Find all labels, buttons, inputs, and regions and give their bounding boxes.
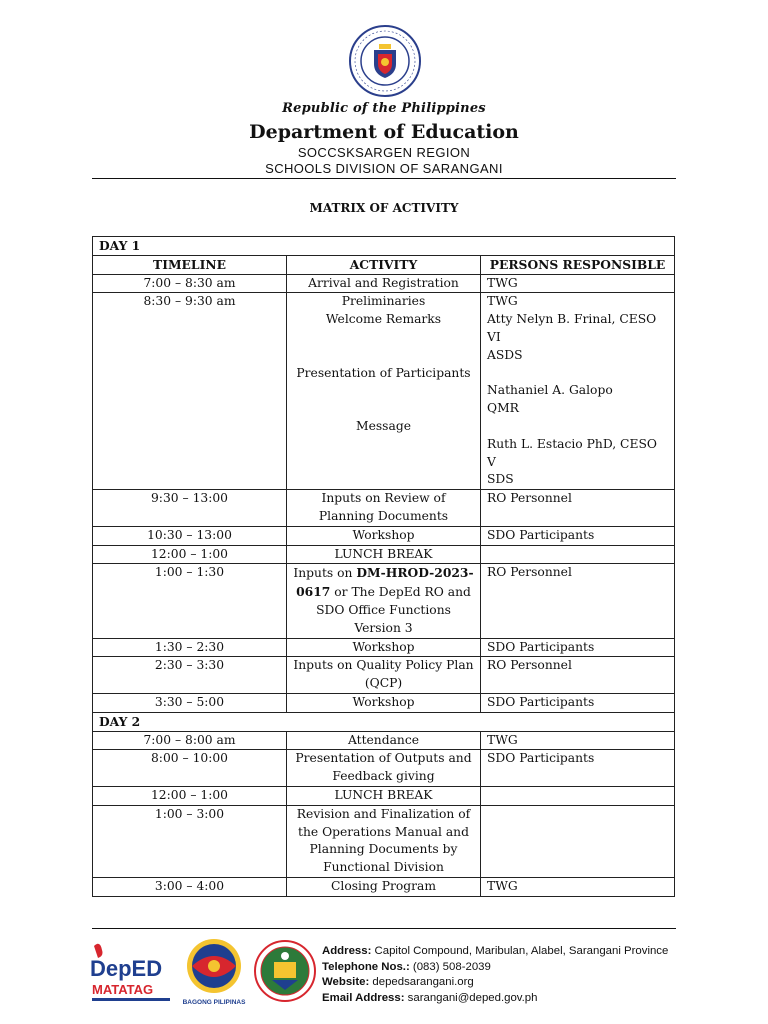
- activity-cell: Workshop: [287, 526, 481, 545]
- activity-cell: Presentation of Outputs and Feedback giving: [287, 750, 481, 787]
- person-line: Ruth L. Estacio PhD, CESO V: [487, 436, 657, 469]
- person-cell: RO Personnel: [481, 657, 675, 694]
- deped-seal-logo: [348, 24, 422, 98]
- person-line: QMR: [487, 401, 519, 416]
- department-heading: Department of Education: [249, 121, 519, 143]
- deped-wordmark: DepED: [90, 956, 163, 981]
- activity-text: Inputs on: [293, 566, 357, 581]
- person-line: Atty Nelyn B. Frinal, CESO VI: [487, 312, 657, 344]
- address-value: Capitol Compound, Maribulan, Alabel, Sarangani Province: [371, 945, 669, 957]
- footer-contact-block: [322, 944, 668, 1006]
- email-value[interactable]: sarangani@deped.gov.ph: [404, 991, 538, 1004]
- timeline-cell: 7:00 – 8:00 am: [93, 731, 287, 750]
- address-line: [322, 944, 668, 960]
- activity-cell: [287, 293, 481, 490]
- table-row: [93, 786, 675, 805]
- person-cell: SDO Participants: [481, 526, 675, 545]
- person-cell: [481, 545, 675, 564]
- table-row: [93, 545, 675, 564]
- table-row: [93, 490, 675, 527]
- timeline-cell: 2:30 – 3:30: [93, 657, 287, 694]
- column-header: ACTIVITY: [287, 255, 481, 274]
- table-row: [93, 564, 675, 638]
- person-cell: TWG: [481, 274, 675, 293]
- activity-cell: Inputs on Quality Policy Plan (QCP): [287, 657, 481, 694]
- person-cell: RO Personnel: [481, 490, 675, 527]
- table-row: [93, 638, 675, 657]
- document-title: MATRIX OF ACTIVITY: [309, 201, 459, 215]
- timeline-cell: 7:00 – 8:30 am: [93, 274, 287, 293]
- person-cell: SDO Participants: [481, 693, 675, 712]
- division-heading: SCHOOLS DIVISION OF SARANGANI: [265, 161, 503, 176]
- table-row: [93, 731, 675, 750]
- website-line: [322, 975, 668, 991]
- activity-cell: LUNCH BREAK: [287, 786, 481, 805]
- timeline-cell: 12:00 – 1:00: [93, 545, 287, 564]
- activity-line: Welcome Remarks: [325, 312, 442, 327]
- header-divider: [92, 178, 676, 179]
- day-row: [93, 237, 675, 256]
- activity-cell: Workshop: [287, 638, 481, 657]
- timeline-cell: 12:00 – 1:00: [93, 786, 287, 805]
- day-label: DAY 2: [93, 712, 675, 731]
- activity-cell: LUNCH BREAK: [287, 545, 481, 564]
- table-header-row: [93, 255, 675, 274]
- person-line: Nathaniel A. Galopo: [487, 383, 613, 398]
- activity-cell: Revision and Finalization of the Operations Manual and Planning Documents by Functional Division: [287, 805, 481, 877]
- table-row: [93, 526, 675, 545]
- person-cell: [481, 805, 675, 877]
- column-header: TIMELINE: [93, 255, 287, 274]
- activity-cell: Closing Program: [287, 877, 481, 896]
- person-cell: SDO Participants: [481, 750, 675, 787]
- person-cell: TWG: [481, 731, 675, 750]
- activity-matrix-table: [92, 236, 675, 897]
- email-line: [322, 991, 668, 1007]
- region-heading: SOCCSKSARGEN REGION: [297, 145, 471, 160]
- timeline-cell: 8:00 – 10:00: [93, 750, 287, 787]
- table-row: [93, 750, 675, 787]
- website-value[interactable]: depedsarangani.org: [369, 976, 474, 988]
- activity-cell: Arrival and Registration: [287, 274, 481, 293]
- memo-reference: DM-HROD-2023-0617: [296, 565, 474, 600]
- republic-heading: Republic of the Philippines: [282, 101, 486, 116]
- email-label: Email Address:: [322, 991, 405, 1004]
- table-row: [93, 805, 675, 877]
- activity-cell: Inputs on Review of Planning Documents: [287, 490, 481, 527]
- timeline-cell: 1:00 – 3:00: [93, 805, 287, 877]
- footer-divider: [92, 928, 676, 929]
- person-cell: TWG: [481, 877, 675, 896]
- schools-division-seal-logo: [254, 940, 316, 1002]
- activity-cell: Workshop: [287, 693, 481, 712]
- activity-cell: Attendance: [287, 731, 481, 750]
- table-row: [93, 274, 675, 293]
- person-line: SDS: [487, 472, 514, 487]
- timeline-cell: 1:00 – 1:30: [93, 564, 287, 638]
- person-cell: [481, 786, 675, 805]
- timeline-cell: 3:00 – 4:00: [93, 877, 287, 896]
- telephone-label: Telephone Nos.:: [322, 960, 410, 973]
- person-cell: RO Personnel: [481, 564, 675, 638]
- activity-line: Preliminaries: [341, 294, 426, 309]
- day-row: [93, 712, 675, 731]
- person-line: ASDS: [487, 347, 523, 362]
- table-row: [93, 877, 675, 896]
- matatag-wordmark: MATATAG: [92, 982, 154, 997]
- deped-matatag-logo: [90, 942, 176, 1008]
- column-header: PERSONS RESPONSIBLE: [481, 255, 675, 274]
- telephone-line: [322, 960, 668, 976]
- address-label: Address:: [322, 945, 372, 957]
- timeline-cell: 8:30 – 9:30 am: [93, 293, 287, 490]
- bagong-pilipinas-logo: [180, 936, 248, 1010]
- day-label: DAY 1: [93, 237, 675, 256]
- table-row: [93, 657, 675, 694]
- activity-text: or The DepEd RO and SDO Office Functions Version 3: [316, 585, 471, 635]
- person-line: TWG: [487, 294, 518, 309]
- activity-cell: [287, 564, 481, 638]
- person-cell: SDO Participants: [481, 638, 675, 657]
- timeline-cell: 9:30 – 13:00: [93, 490, 287, 527]
- activity-line: Message: [356, 418, 411, 433]
- activity-line: Presentation of Participants: [296, 365, 471, 380]
- bagong-pilipinas-text: BAGONG PILIPINAS: [182, 999, 246, 1006]
- telephone-value: (083) 508-2039: [409, 960, 491, 973]
- website-label: Website:: [322, 976, 370, 988]
- timeline-cell: 10:30 – 13:00: [93, 526, 287, 545]
- table-row: [93, 693, 675, 712]
- table-row: [93, 293, 675, 490]
- timeline-cell: 3:30 – 5:00: [93, 693, 287, 712]
- timeline-cell: 1:30 – 2:30: [93, 638, 287, 657]
- person-cell: [481, 293, 675, 490]
